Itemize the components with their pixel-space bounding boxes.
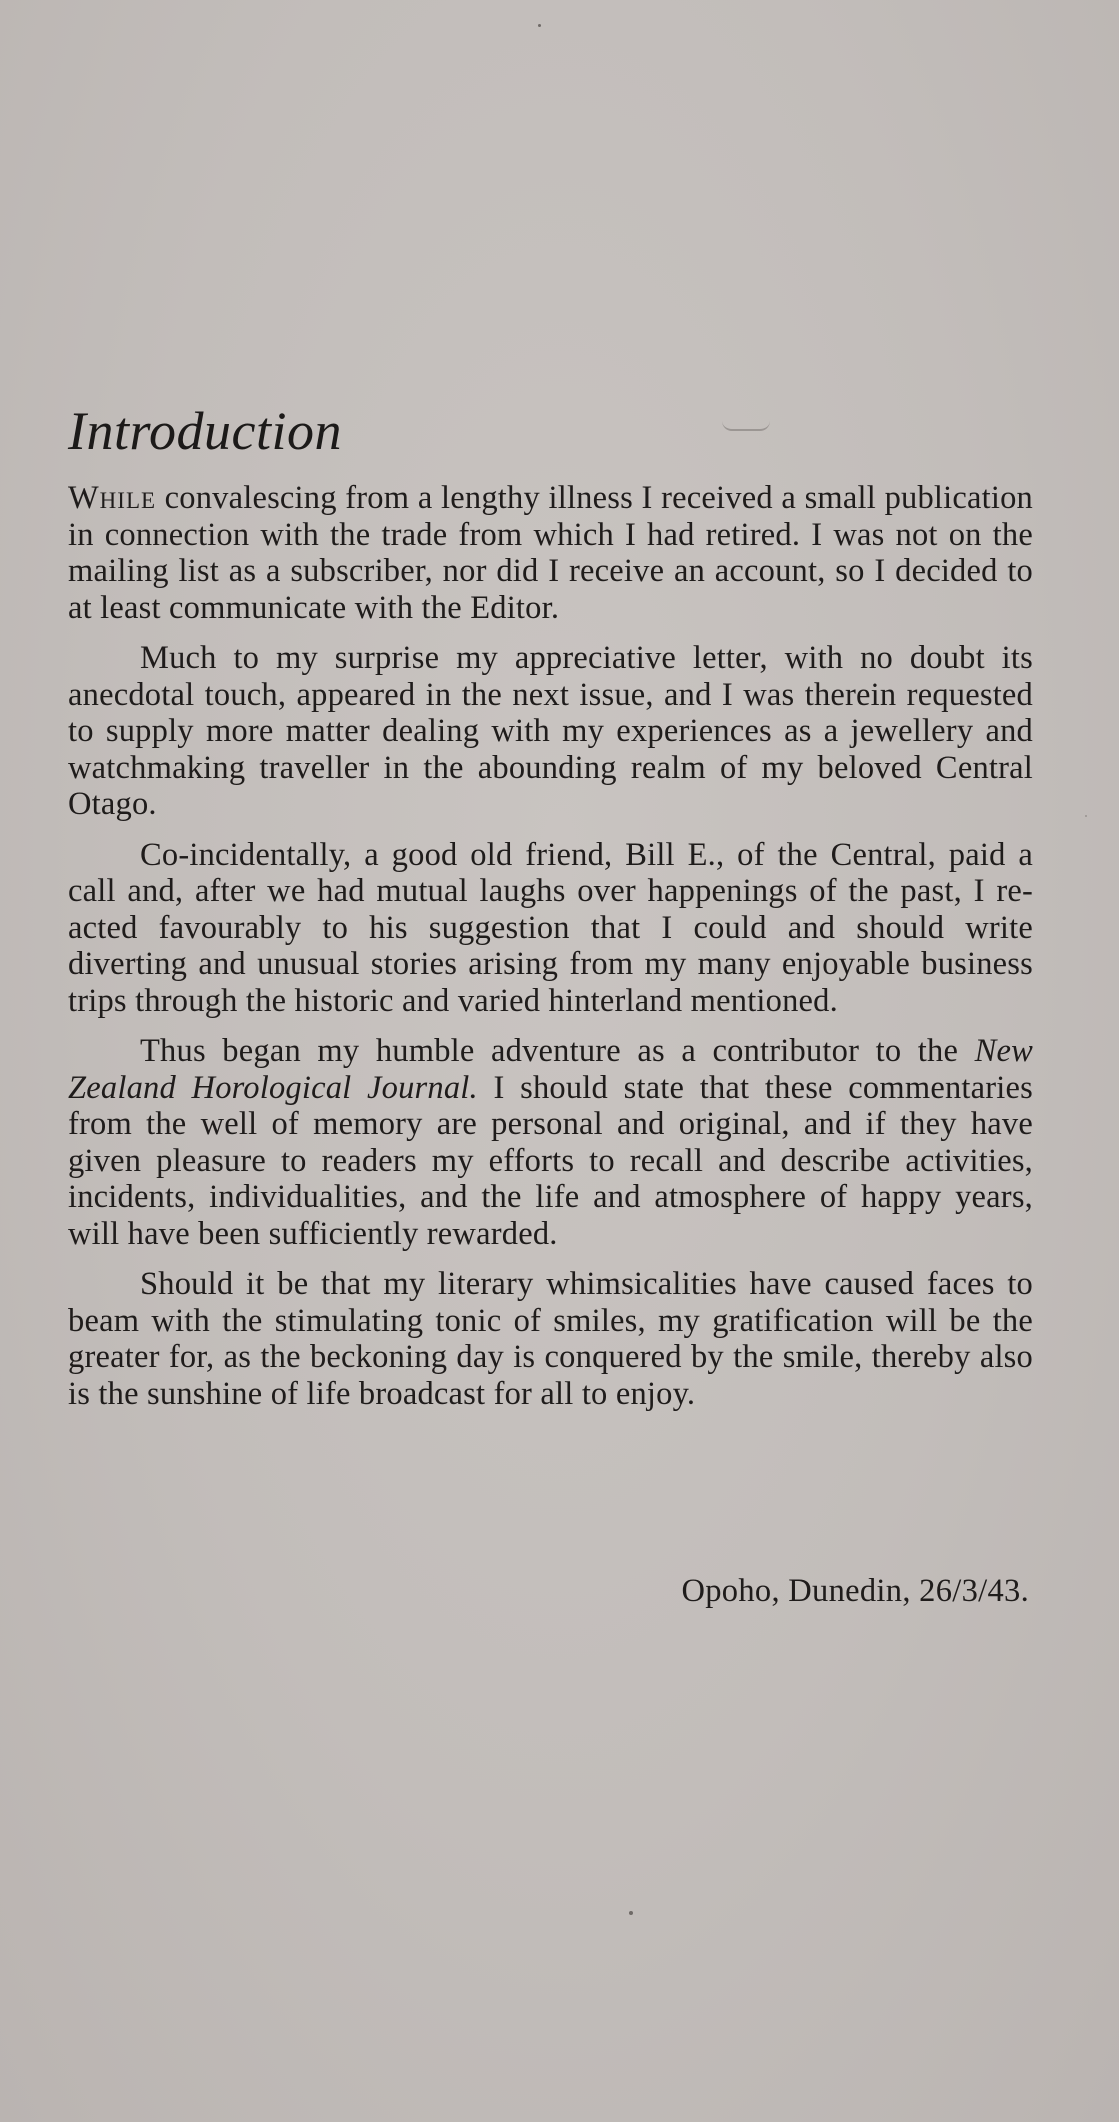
journal-title: New Zealand Horological Journal. — [68, 1033, 1033, 1106]
paragraph-2: Much to my surprise my appreciative letter, with no doubt its anecdotal touch, appeared in the next issue, and I was therein requested to supply more matter dealing with my experiences as a jewellery and watchmaking traveller in the abounding realm of my beloved Central Otago. — [68, 640, 1033, 822]
paper-speck — [538, 24, 541, 27]
paragraph-4-text-before: Thus began my humble adventure as a contributor to the — [140, 1033, 975, 1069]
paragraph-3: Co-incidentally, a good old friend, Bill E., of the Central, paid a call and, after we had mutual laughs over happenings of the past, I re-acted favourably to his suggestion that I could and should write diverting and unusual stories arising from my many enjoyable business trips through the historic and varied hinterland mentioned. — [68, 836, 1033, 1019]
paper-speck — [629, 1911, 633, 1915]
ink-mark — [722, 421, 770, 431]
paragraph-1 — [68, 480, 1033, 626]
paragraph-4 — [68, 1033, 1033, 1252]
paragraph-1-text: convalescing from a lengthy illness I received a small publication in connection with the trade from which I had retired. I was not on the mailing list as a subscriber, nor did I receive an account, so I decided to at least communicate with the Editor. — [68, 480, 1033, 626]
page-heading: Introduction — [68, 401, 342, 461]
paragraph-4-text-after: I should state that these commentaries from the well of memory are personal and original, and if they have given pleasure to readers my efforts to recall and describe activities, incidents, individualities, and the life and atmosphere of happy years, will have been sufficiently rewarded. — [68, 1069, 1033, 1252]
signoff-place-date: Opoho, Dunedin, 26/3/43. — [681, 1573, 1029, 1609]
paragraph-5: Should it be that my literary whimsicalities have caused faces to beam with the stimulating tonic of smiles, my gratification will be the greater for, as the beckoning day is conquered by the smile, thereby also is the sunshine of life broadcast for all to enjoy. — [68, 1266, 1033, 1412]
paragraph-1-lead: While — [68, 480, 157, 516]
introduction-body — [68, 480, 1033, 1426]
paper-speck — [1085, 815, 1087, 817]
